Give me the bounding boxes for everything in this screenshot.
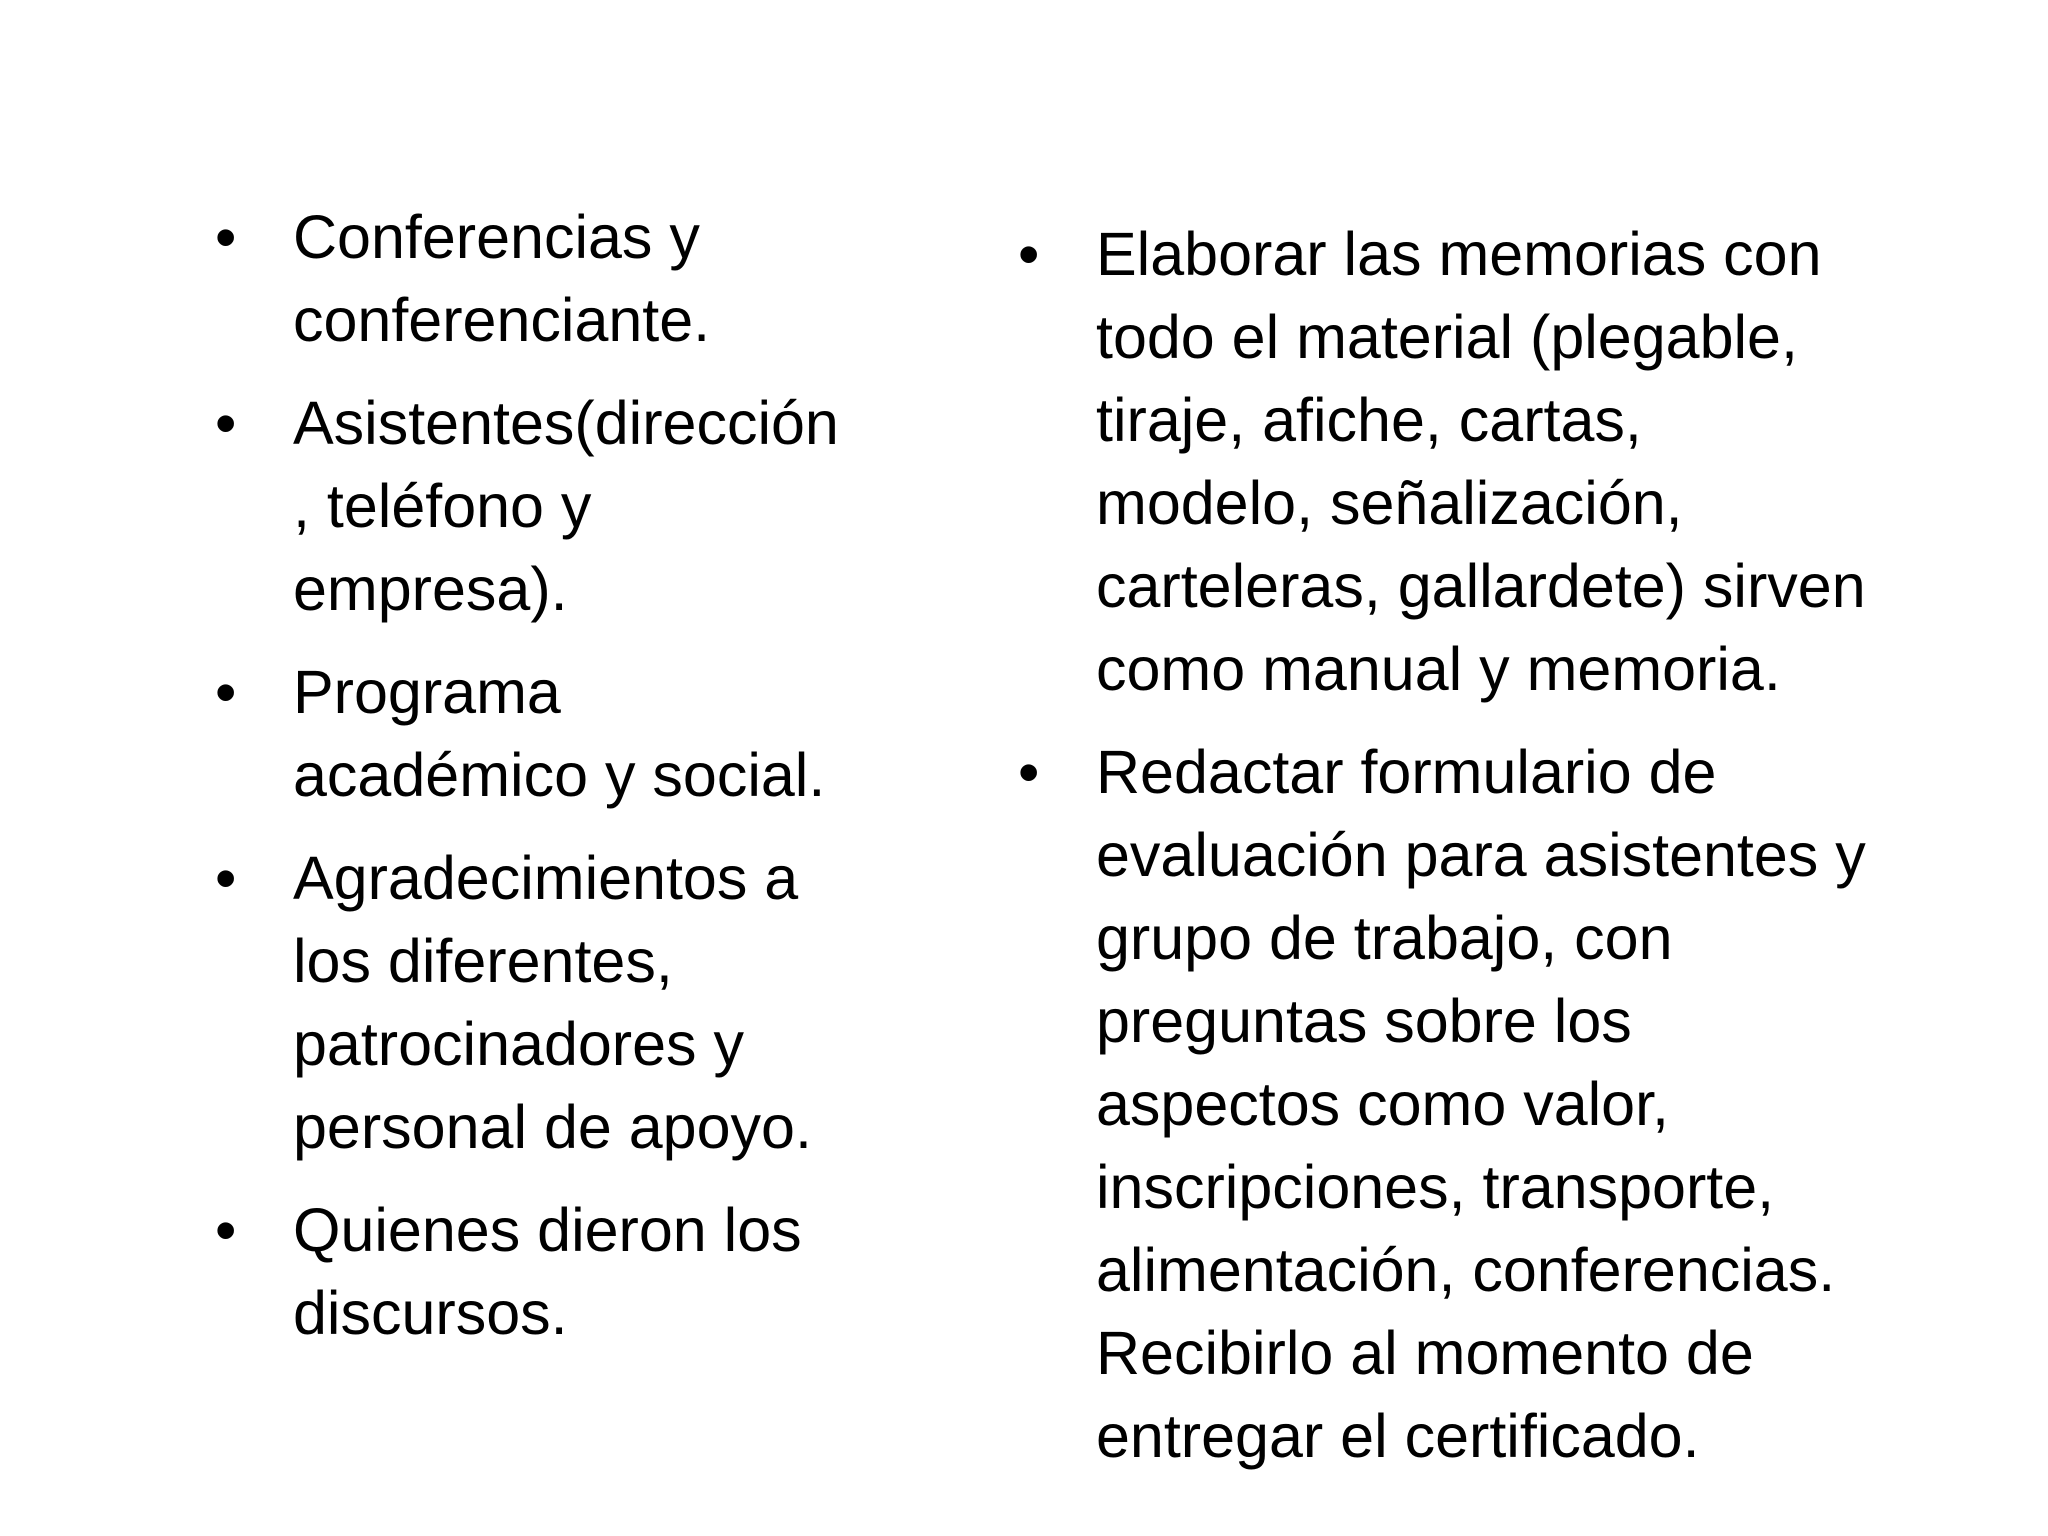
list-item bbox=[215, 651, 915, 817]
bullet-icon: • bbox=[215, 844, 237, 912]
text-line: todo el material (plegable, bbox=[1096, 303, 1798, 371]
bullet-text bbox=[293, 1189, 915, 1355]
bullet-text bbox=[1096, 731, 2018, 1478]
text-line: Asistentes(dirección bbox=[293, 389, 839, 457]
text-line: Elaborar las memorias con bbox=[1096, 220, 1822, 288]
text-line: Conferencias y bbox=[293, 203, 700, 271]
text-line: grupo de trabajo, con bbox=[1096, 904, 1673, 972]
bullet-icon: • bbox=[215, 1196, 237, 1264]
text-line: Quienes dieron los bbox=[293, 1196, 802, 1264]
text-line: los diferentes, bbox=[293, 927, 673, 995]
text-line: inscripciones, transporte, bbox=[1096, 1153, 1775, 1221]
list-item bbox=[1018, 731, 2018, 1478]
list-item bbox=[215, 837, 915, 1169]
text-line: Redactar formulario de bbox=[1096, 738, 1717, 806]
bullet-text bbox=[293, 651, 915, 817]
text-line: evaluación para asistentes y bbox=[1096, 821, 1866, 889]
text-line: patrocinadores y bbox=[293, 1010, 744, 1078]
text-line: conferenciante. bbox=[293, 286, 711, 354]
text-line: tiraje, afiche, cartas, bbox=[1096, 386, 1642, 454]
text-line: preguntas sobre los bbox=[1096, 987, 1632, 1055]
right-bullet-list bbox=[1018, 213, 2018, 1498]
text-line: Recibirlo al momento de bbox=[1096, 1319, 1754, 1387]
text-line: como manual y memoria. bbox=[1096, 635, 1781, 703]
bullet-icon: • bbox=[1018, 738, 1040, 806]
text-line: Programa bbox=[293, 658, 561, 726]
text-line: carteleras, gallardete) sirven bbox=[1096, 552, 1866, 620]
text-line: personal de apoyo. bbox=[293, 1093, 812, 1161]
bullet-icon: • bbox=[215, 203, 237, 271]
bullet-icon: • bbox=[215, 658, 237, 726]
text-line: Agradecimientos a bbox=[293, 844, 799, 912]
text-line: modelo, señalización, bbox=[1096, 469, 1683, 537]
bullet-text bbox=[1096, 213, 2018, 711]
text-line: académico y social. bbox=[293, 741, 826, 809]
text-line: empresa). bbox=[293, 555, 568, 623]
text-line: , teléfono y bbox=[293, 472, 592, 540]
text-line: alimentación, conferencias. bbox=[1096, 1236, 1836, 1304]
list-item bbox=[1018, 213, 2018, 711]
text-line: aspectos como valor, bbox=[1096, 1070, 1670, 1138]
text-line: discursos. bbox=[293, 1279, 568, 1347]
bullet-icon: • bbox=[1018, 220, 1040, 288]
bullet-text bbox=[293, 382, 915, 631]
bullet-icon: • bbox=[215, 389, 237, 457]
text-line: entregar el certificado. bbox=[1096, 1402, 1700, 1470]
list-item bbox=[215, 196, 915, 362]
bullet-text bbox=[293, 837, 915, 1169]
list-item bbox=[215, 382, 915, 631]
list-item bbox=[215, 1189, 915, 1355]
left-bullet-list bbox=[215, 196, 915, 1375]
bullet-text bbox=[293, 196, 915, 362]
